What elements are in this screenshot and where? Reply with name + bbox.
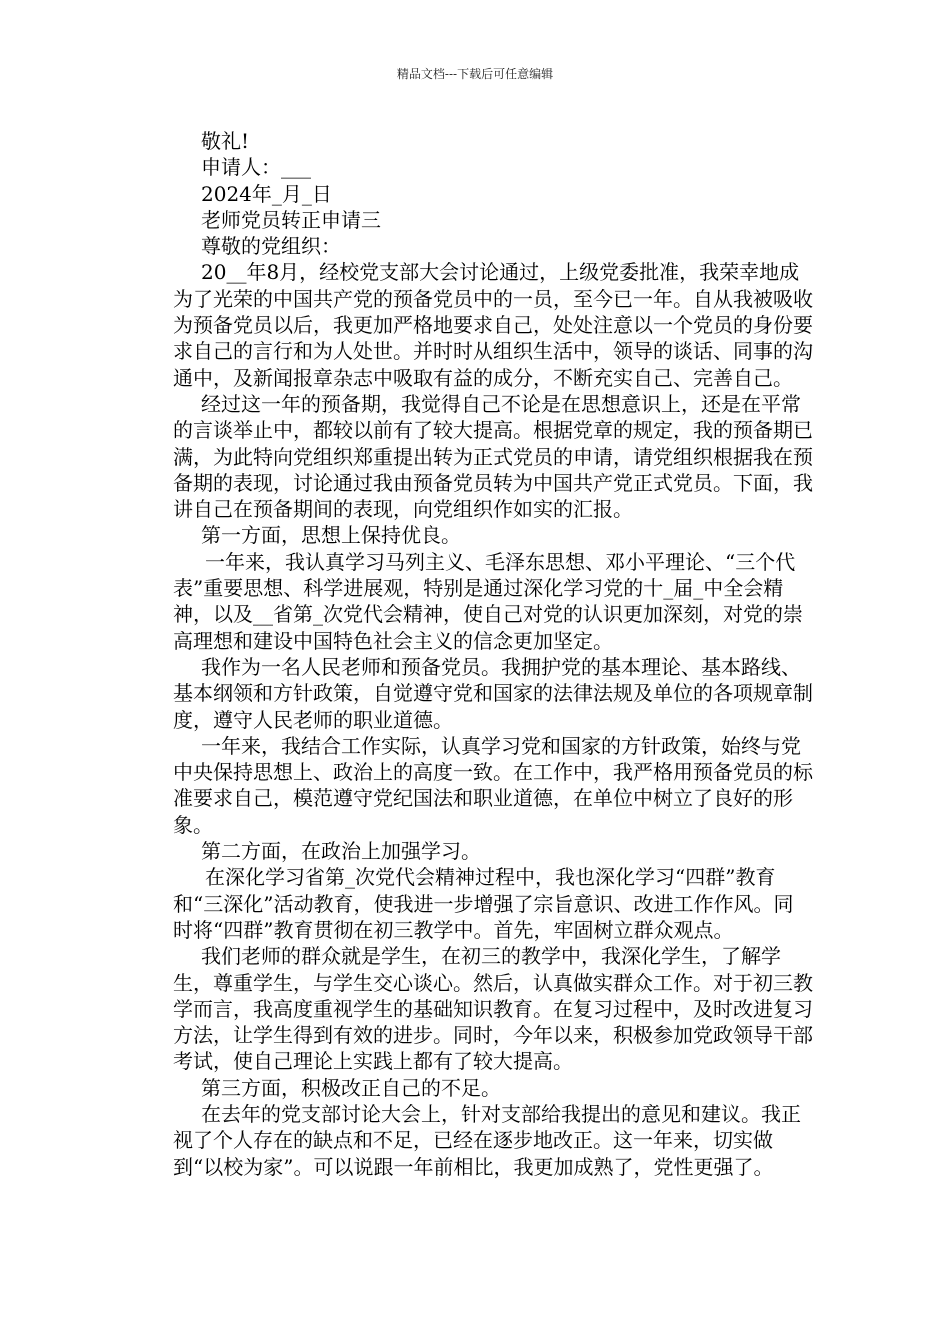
document-body [173, 128, 813, 1180]
section-heading-2: 第二方面，在政治上加强学习。 [201, 839, 481, 864]
paragraph-improvement: 在去年的党支部讨论大会上，针对支部给我提出的意见和建议。我正视了个人存在的缺点和不足，已经在逐步地改正。这一年来，切实做到“以校为家”。可以说跟一年前相比，我更加成熟了，党性更强了。 [173, 1101, 801, 1179]
date-line: 2024年_月_日 [201, 181, 332, 206]
paragraph-students: 我们老师的群众就是学生，在初三的教学中，我深化学生，了解学生，尊重学生，与学生交心谈心。然后，认真做实群众工作。对于初三教学而言，我高度重视学生的基础知识教育。在复习过程中，及时改进复习方法，让学生得到有效的进步。同时，今年以来，积极参加党政领导干部考试，使自己理论上实践上都有了较大提高。 [173, 944, 813, 1074]
paragraph-education: 在深化学习省第_次党代会精神过程中，我也深化学习“四群”教育和“三深化”活动教育，使我进一步增强了宗旨意识、改进工作作风。同时将“四群”教育贯彻在初三教学中。首先，牢固树立群众观点。 [173, 865, 794, 942]
paragraph-work: 一年来，我结合工作实际，认真学习党和国家的方针政策，始终与党中央保持思想上、政治上的高度一致。在工作中，我严格用预备党员的标准要求自己，模范遵守党纪国法和职业道德，在单位中树立了良好的形象。 [173, 733, 813, 837]
section-heading-1: 第一方面，思想上保持优良。 [201, 523, 461, 548]
salutation: 尊敬的党组织： [201, 234, 341, 259]
document-title: 老师党员转正申请三 [201, 207, 381, 232]
paragraph-intro: 20__年8月，经校党支部大会讨论通过，上级党委批准，我荣幸地成为了光荣的中国共产党的预备党员中的一员，至今已一年。自从我被吸收为预备党员以后，我更加严格地要求自己，处处注意以一个党员的身份要求自己的言行和为人处世。并时时从组织生活中，领导的谈话、同事的沟通中，及新闻报章杂志中吸取有益的成分，不断充实自己、完善自己。 [173, 260, 813, 390]
paragraph-teacher: 我作为一名人民老师和预备党员。我拥护党的基本理论、基本路线、基本纲领和方针政策，自觉遵守党和国家的法律法规及单位的各项规章制度，遵守人民老师的职业道德。 [173, 654, 813, 732]
applicant-line: 申请人：___ [201, 155, 311, 180]
section-heading-3: 第三方面，积极改正自己的不足。 [201, 1075, 501, 1100]
page-header: 精品文档---下载后可任意编辑 [396, 67, 554, 81]
paragraph-study: 一年来，我认真学习马列主义、毛泽东思想、邓小平理论、“三个代表”重要思想、科学进展观，特别是通过深化学习党的十_届_中全会精神，以及__省第_次党代会精神，使自己对党的认识更加深刻，对党的崇高理想和建设中国特色社会主义的信念更加坚定。 [173, 549, 803, 653]
paragraph-probation: 经过这一年的预备期，我觉得自己不论是在思想意识上，还是在平常的言谈举止中，都较以前有了较大提高。根据党章的规定，我的预备期已满，为此特向党组织郑重提出转为正式党员的申请，请党组织根据我在预备期的表现，讨论通过我由预备党员转为中国共产党正式党员。下面，我讲自己在预备期间的表现，向党组织作如实的汇报。 [173, 391, 813, 522]
closing-line: 敬礼! [201, 129, 250, 153]
